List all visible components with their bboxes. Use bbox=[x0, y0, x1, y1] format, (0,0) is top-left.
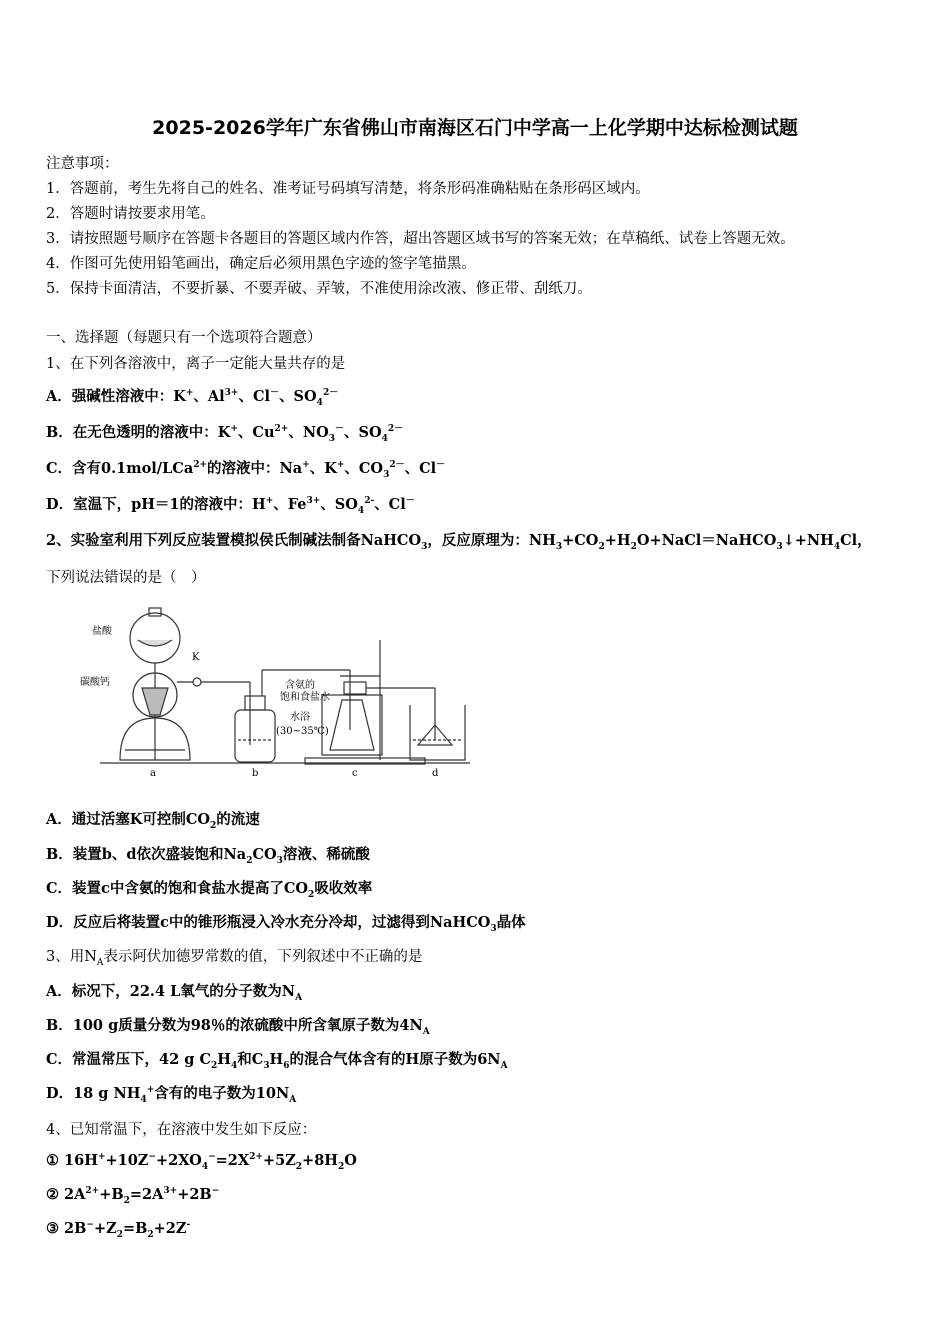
label-hcl: 盐酸 bbox=[92, 626, 112, 637]
notice-item: 1．答题前，考生先将自己的姓名、准考证号码填写清楚，将条形码准确粘贴在条形码区域内。 bbox=[46, 181, 650, 197]
q2-option-a[interactable]: A．通过活塞K可控制$CO_2$的流速 bbox=[46, 811, 260, 831]
notice-item: 5．保持卡面清洁，不要折暴、不要弄破、弄皱，不准使用涂改液、修正带、刮纸刀。 bbox=[46, 281, 592, 297]
label-b: b bbox=[252, 768, 259, 779]
question-2-stem-cont: 下列说法错误的是（ ） bbox=[46, 570, 206, 586]
separatory-funnel bbox=[130, 613, 180, 663]
label-a: a bbox=[150, 768, 156, 779]
q3-option-a[interactable]: A．标况下，22.4 L氧气的分子数为$N_A$ bbox=[46, 983, 303, 1003]
section-heading: 一、选择题（每题只有一个选项符合题意） bbox=[46, 330, 322, 346]
reaction-3: ③ $2B^-+Z_2=B_2+2Z^-$ bbox=[46, 1220, 191, 1240]
question-1-stem: 1、在下列各溶液中，离子一定能大量共存的是 bbox=[46, 356, 346, 372]
label-c: c bbox=[352, 768, 358, 779]
label-bath-2: (30~35℃) bbox=[276, 726, 329, 737]
reaction-2: ② $2A^{2+}+B_2=2A^{3+}+2B^-$ bbox=[46, 1186, 220, 1206]
q2-option-c[interactable]: C．装置c中含氨的饱和食盐水提高了$CO_2$吸收效率 bbox=[46, 880, 373, 900]
q1-option-c[interactable]: C．含有0.1mol/LCa$^{2+}$的溶液中：Na+、K+、$CO_3^{2-}$、Cl－ bbox=[46, 460, 446, 480]
label-caco3: 碳酸钙 bbox=[80, 677, 110, 688]
label-d: d bbox=[432, 768, 439, 779]
q3-option-c[interactable]: C．常温常压下，42 g $C_2H_4$和$C_3H_6$的混合气体含有的H原子数为$6N_A$ bbox=[46, 1051, 508, 1071]
question-2-stem: 2、实验室利用下列反应装置模拟侯氏制碱法制备NaHCO$_3$，反应原理为：$NH_3+CO_2+H_2O+NaCl=NaHCO_3↓+NH_4Cl$， bbox=[46, 532, 872, 552]
page-title: 2025-2026学年广东省佛山市南海区石门中学高一上化学期中达标检测试题 bbox=[152, 117, 798, 139]
notice-heading: 注意事项： bbox=[46, 156, 119, 172]
q3-option-b[interactable]: B．100 g质量分数为98％的浓硫酸中所含氧原子数为$4N_A$ bbox=[46, 1017, 430, 1037]
apparatus-figure bbox=[80, 600, 480, 780]
notice-item: 2．答题时请按要求用笔。 bbox=[46, 206, 215, 222]
notice-item: 4．作图可先使用铅笔画出，确定后必须用黑色字迹的签字笔描黑。 bbox=[46, 256, 476, 272]
q2-option-b[interactable]: B．装置b、d依次盛装饱和$Na_2CO_3$溶液、稀硫酸 bbox=[46, 846, 370, 866]
q2-option-d[interactable]: D．反应后将装置c中的锥形瓶浸入冷水充分冷却，过滤得到NaHCO$_3$晶体 bbox=[46, 914, 526, 934]
reaction-1: ① $16H^++10Z^-+2XO_4^-=2X^{2+}+5Z_2+8H_2O$ bbox=[46, 1152, 357, 1172]
question-3-stem: 3、用$N_A$表示阿伏加德罗常数的值，下列叙述中不正确的是 bbox=[46, 949, 423, 968]
label-bath-1: 水浴 bbox=[290, 712, 310, 723]
q1-option-b[interactable]: B．在无色透明的溶液中：K+、$Cu^{2+}$、$NO_3^-$、$SO_4^{2-}$ bbox=[46, 424, 404, 444]
label-brine-1: 含氨的 bbox=[285, 680, 315, 691]
label-brine-2: 饱和食盐水 bbox=[280, 692, 330, 703]
q1-option-a[interactable]: A．强碱性溶液中：K+、$Al^{3+}$、Cl－、$SO_4^{2-}$ bbox=[46, 388, 339, 408]
question-4-stem: 4、已知常温下，在溶液中发生如下反应： bbox=[46, 1122, 317, 1138]
notice-item: 3．请按照题号顺序在答题卡各题目的答题区域内作答，超出答题区域书写的答案无效；在草稿纸、试卷上答题无效。 bbox=[46, 231, 795, 247]
q1-option-d[interactable]: D．室温下，pH＝1的溶液中：H+、$Fe^{3+}$、$SO_4^{2-}$、Cl－ bbox=[46, 496, 415, 516]
q3-option-d[interactable]: D．18 g $NH_4^+$含有的电子数为$10N_A$ bbox=[46, 1085, 297, 1105]
label-k: K bbox=[192, 652, 200, 663]
